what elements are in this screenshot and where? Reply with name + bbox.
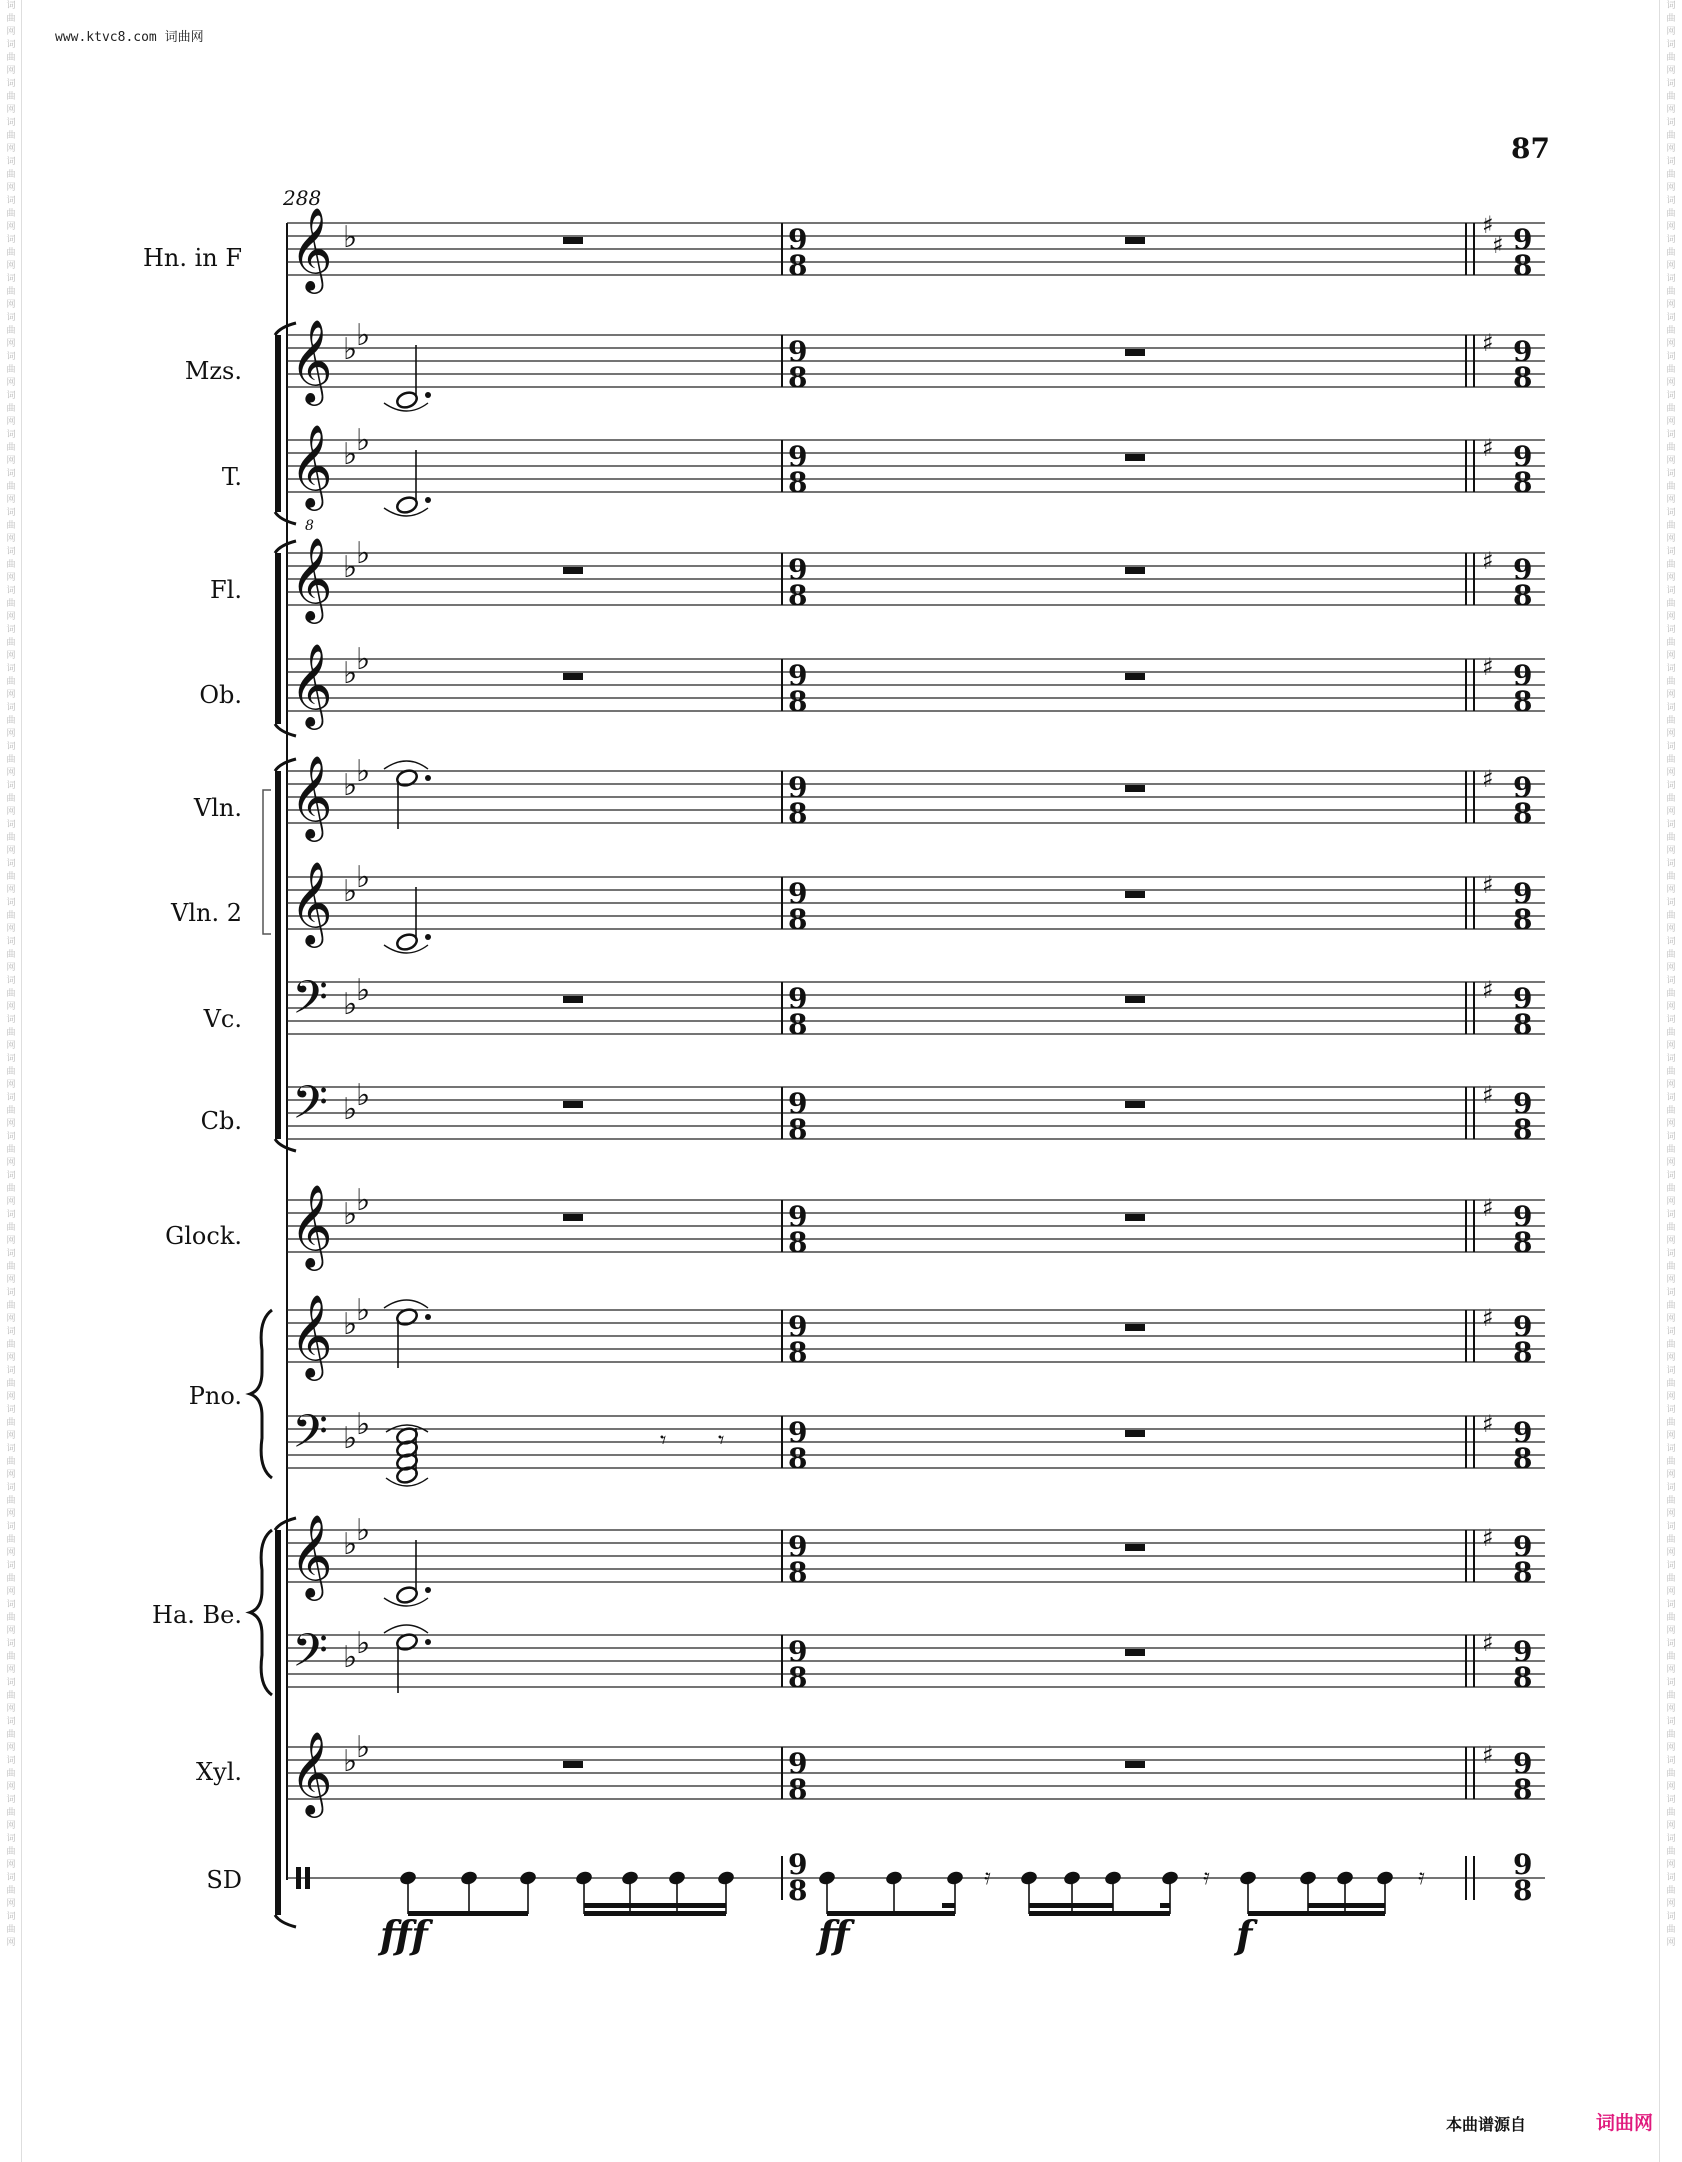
time-sig-bottom: 8: [1513, 1556, 1533, 1589]
treble-clef: 𝄞: [290, 1183, 333, 1267]
key-sharp-sign: ♯: [1482, 1410, 1494, 1438]
time-sig-top: 9: [788, 659, 808, 692]
whole-rest: [1125, 567, 1145, 574]
time-sig-top: 9: [1513, 982, 1533, 1015]
key-flat-sign: ♭: [343, 332, 358, 367]
time-sig-top: 9: [788, 1635, 808, 1668]
time-sig-top: 9: [1513, 659, 1533, 692]
percussion-clef: [305, 1867, 310, 1889]
key-flat-sign: ♭: [343, 1744, 358, 1779]
whole-rest: [1125, 1430, 1145, 1437]
time-sig-bottom: 8: [788, 361, 808, 394]
time-sig-bottom: 8: [788, 1226, 808, 1259]
key-sharp-sign: ♯: [1482, 1524, 1494, 1552]
time-sig-top: 9: [788, 771, 808, 804]
time-sig-top: 9: [1513, 1200, 1533, 1233]
whole-rest: [563, 1214, 583, 1221]
time-sig-bottom: 8: [1513, 1773, 1533, 1806]
side-watermark-left: 词曲网词曲网词曲网词曲网词曲网词曲网词曲网词曲网词曲网词曲网词曲网词曲网词曲网词曲网词曲网词曲网词曲网词曲网词曲网词曲网词曲网词曲网词曲网词曲网词曲网词曲网词曲网词曲网词曲网词曲网词曲网词曲网词曲网词曲网词曲网词曲网词曲网词曲网词曲网词曲网词曲网词曲网词曲网词曲网词曲网词曲网词曲网词曲网词曲网词曲网: [6, 1, 16, 1948]
instrument-label-violin-2: Vln. 2: [171, 899, 242, 927]
time-sig-top: 9: [1513, 335, 1533, 368]
whole-rest: [563, 996, 583, 1003]
time-sig-bottom: 8: [1513, 249, 1533, 282]
time-sig-top: 9: [1513, 1635, 1533, 1668]
key-flat-sign: ♭: [343, 987, 358, 1022]
instrument-label-snare-drum: SD: [206, 1866, 242, 1894]
augmentation-dot: [425, 1587, 431, 1593]
note-beam: [1029, 1903, 1113, 1908]
time-sig-bottom: 8: [1513, 1336, 1533, 1369]
time-sig-bottom: 8: [1513, 1442, 1533, 1475]
time-sig-bottom: 8: [788, 1874, 808, 1907]
instrument-label-violin: Vln.: [193, 794, 242, 822]
key-flat-sign: ♭: [356, 318, 371, 353]
sixteenth-rest: 𝄿: [984, 1865, 991, 1890]
treble-clef: 𝄞: [290, 1730, 333, 1814]
time-sig-bottom: 8: [1513, 361, 1533, 394]
bracket-voices-bottom: [275, 512, 296, 524]
instrument-label-mezzo: Mzs.: [184, 357, 242, 385]
time-sig-top: 9: [1513, 1747, 1533, 1780]
augmentation-dot: [425, 934, 431, 940]
whole-rest: [1125, 1544, 1145, 1551]
time-sig-top: 9: [788, 877, 808, 910]
instrument-label-oboe: Ob.: [199, 681, 242, 709]
piano-brace: [250, 1310, 272, 1478]
whole-rest: [563, 1101, 583, 1108]
time-sig-bottom: 8: [1513, 579, 1533, 612]
bass-clef: 𝄢: [292, 971, 329, 1036]
side-watermark-right: 词曲网词曲网词曲网词曲网词曲网词曲网词曲网词曲网词曲网词曲网词曲网词曲网词曲网词曲网词曲网词曲网词曲网词曲网词曲网词曲网词曲网词曲网词曲网词曲网词曲网词曲网词曲网词曲网词曲网词曲网词曲网词曲网词曲网词曲网词曲网词曲网词曲网词曲网词曲网词曲网词曲网词曲网词曲网词曲网词曲网词曲网词曲网词曲网词曲网词曲网: [1666, 1, 1676, 1948]
octave-marker: 8: [305, 518, 314, 534]
bracket-harp-bells-bottom: [275, 1915, 296, 1927]
time-sig-bottom: 8: [788, 1113, 808, 1146]
note-beam: [584, 1911, 726, 1916]
key-sharp-sign: ♯: [1482, 871, 1494, 899]
time-sig-bottom: 8: [1513, 797, 1533, 830]
time-sig-top: 9: [788, 1087, 808, 1120]
key-flat-sign: ♭: [356, 536, 371, 571]
sixteenth-rest: 𝄿: [1418, 1865, 1425, 1890]
time-sig-bottom: 8: [788, 1556, 808, 1589]
key-flat-sign: ♭: [356, 1513, 371, 1548]
instrument-label-xylophone: Xyl.: [196, 1758, 242, 1786]
key-sharp-sign: ♯: [1482, 765, 1494, 793]
key-flat-sign: ♭: [343, 1307, 358, 1342]
whole-rest: [563, 567, 583, 574]
key-flat-sign: ♭: [343, 1421, 358, 1456]
time-sig-bottom: 8: [1513, 1226, 1533, 1259]
key-flat-sign: ♭: [343, 1197, 358, 1232]
dynamic-marking: fff: [380, 1912, 428, 1957]
key-flat-sign: ♭: [356, 1183, 371, 1218]
page-number: 87: [1511, 132, 1550, 165]
whole-rest: [563, 237, 583, 244]
time-sig-top: 9: [788, 440, 808, 473]
key-sharp-sign: ♯: [1482, 434, 1494, 462]
key-sharp-sign: ♯: [1492, 231, 1504, 259]
eighth-rest: 𝄾: [718, 1426, 725, 1454]
time-sig-top: 9: [1513, 771, 1533, 804]
key-sharp-sign: ♯: [1482, 1629, 1494, 1657]
instrument-label-piano: Pno.: [188, 1382, 242, 1410]
whole-rest: [1125, 237, 1145, 244]
time-sig-bottom: 8: [788, 249, 808, 282]
tie: [384, 761, 428, 769]
time-sig-top: 9: [788, 1747, 808, 1780]
key-flat-sign: ♭: [356, 1293, 371, 1328]
instrument-label-glockenspiel: Glock.: [165, 1222, 242, 1250]
key-flat-sign: ♭: [356, 1078, 371, 1113]
harp-brace: [250, 1530, 272, 1695]
time-sig-bottom: 8: [1513, 1008, 1533, 1041]
key-flat-sign: ♭: [356, 973, 371, 1008]
treble-clef: 𝄞: [290, 1293, 333, 1377]
footer-source-text: 本曲谱源自: [1446, 2115, 1527, 2134]
time-sig-bottom: 8: [1513, 1113, 1533, 1146]
bass-clef: 𝄢: [292, 1624, 329, 1689]
time-sig-top: 9: [788, 1848, 808, 1881]
key-flat-sign: ♭: [343, 1092, 358, 1127]
time-sig-bottom: 8: [788, 903, 808, 936]
treble-clef: 𝄞: [290, 318, 333, 402]
time-sig-top: 9: [788, 1200, 808, 1233]
instrument-label-tenor: T.: [221, 463, 242, 491]
note-beam: [1029, 1911, 1170, 1916]
time-sig-bottom: 8: [1513, 1661, 1533, 1694]
note-beam: [1160, 1903, 1170, 1908]
instrument-label-horn: Hn. in F: [142, 244, 242, 272]
key-flat-sign: ♭: [343, 874, 358, 909]
sixteenth-rest: 𝄿: [1203, 1865, 1210, 1890]
whole-rest: [563, 673, 583, 680]
site-name[interactable]: 词曲网: [164, 30, 204, 45]
key-flat-sign: ♭: [343, 220, 358, 255]
time-sig-top: 9: [1513, 1416, 1533, 1449]
time-sig-top: 9: [788, 982, 808, 1015]
treble-clef: 𝄞: [290, 642, 333, 726]
whole-rest: [1125, 454, 1145, 461]
time-sig-bottom: 8: [788, 1661, 808, 1694]
time-sig-top: 9: [788, 553, 808, 586]
time-sig-top: 9: [1513, 1310, 1533, 1343]
key-flat-sign: ♭: [356, 642, 371, 677]
tie: [384, 1300, 428, 1308]
key-flat-sign: ♭: [356, 1626, 371, 1661]
time-sig-top: 9: [788, 223, 808, 256]
whole-rest: [1125, 1649, 1145, 1656]
key-flat-sign: ♭: [343, 656, 358, 691]
violin-sub-bracket: [263, 790, 271, 934]
time-sig-top: 9: [1513, 553, 1533, 586]
site-url[interactable]: www.ktvc8.com: [55, 30, 157, 45]
note-beam: [1308, 1903, 1385, 1908]
key-sharp-sign: ♯: [1482, 1194, 1494, 1222]
key-flat-sign: ♭: [356, 860, 371, 895]
time-sig-top: 9: [1513, 1848, 1533, 1881]
time-sig-bottom: 8: [1513, 685, 1533, 718]
time-sig-bottom: 8: [788, 685, 808, 718]
key-flat-sign: ♭: [356, 1730, 371, 1765]
time-sig-top: 9: [1513, 1087, 1533, 1120]
treble-clef: 𝄞: [290, 754, 333, 838]
key-sharp-sign: ♯: [1482, 653, 1494, 681]
tie: [384, 1625, 428, 1633]
augmentation-dot: [425, 775, 431, 781]
time-sig-bottom: 8: [788, 1442, 808, 1475]
treble-clef: 𝄞: [290, 860, 333, 944]
time-sig-bottom: 8: [1513, 903, 1533, 936]
key-flat-sign: ♭: [356, 754, 371, 789]
key-sharp-sign: ♯: [1482, 1304, 1494, 1332]
dynamic-marking: ff: [818, 1912, 850, 1957]
augmentation-dot: [425, 497, 431, 503]
time-sig-top: 9: [1513, 877, 1533, 910]
time-sig-top: 9: [788, 1416, 808, 1449]
key-flat-sign: ♭: [343, 1527, 358, 1562]
bass-clef: 𝄢: [292, 1076, 329, 1141]
time-sig-top: 9: [788, 1310, 808, 1343]
time-sig-bottom: 8: [788, 466, 808, 499]
whole-rest: [1125, 673, 1145, 680]
instrument-label-flute: Fl.: [210, 576, 242, 604]
time-sig-bottom: 8: [788, 1773, 808, 1806]
time-sig-top: 9: [1513, 223, 1533, 256]
key-flat-sign: ♭: [343, 550, 358, 585]
whole-rest: [1125, 1761, 1145, 1768]
time-sig-top: 9: [788, 335, 808, 368]
whole-rest: [1125, 1214, 1145, 1221]
augmentation-dot: [425, 1314, 431, 1320]
instrument-label-harp-bells: Ha. Be.: [152, 1601, 242, 1629]
key-flat-sign: ♭: [343, 768, 358, 803]
key-flat-sign: ♭: [343, 1640, 358, 1675]
note-beam: [1248, 1911, 1385, 1916]
bass-clef: 𝄢: [292, 1405, 329, 1470]
whole-rest: [563, 1761, 583, 1768]
augmentation-dot: [425, 1639, 431, 1645]
key-flat-sign: ♭: [356, 423, 371, 458]
note-beam: [584, 1903, 726, 1908]
eighth-rest: 𝄾: [660, 1426, 667, 1454]
key-flat-sign: ♭: [343, 437, 358, 472]
key-sharp-sign: ♯: [1482, 1741, 1494, 1769]
percussion-clef: [296, 1867, 301, 1889]
time-sig-top: 9: [788, 1530, 808, 1563]
time-sig-bottom: 8: [1513, 1874, 1533, 1907]
key-sharp-sign: ♯: [1482, 1081, 1494, 1109]
key-flat-sign: ♭: [356, 1407, 371, 1442]
time-sig-bottom: 8: [788, 1336, 808, 1369]
key-sharp-sign: ♯: [1482, 547, 1494, 575]
time-sig-bottom: 8: [788, 579, 808, 612]
key-sharp-sign: ♯: [1482, 976, 1494, 1004]
note-beam: [942, 1903, 955, 1908]
whole-rest: [1125, 891, 1145, 898]
whole-rest: [1125, 1324, 1145, 1331]
treble-clef: 𝄞: [290, 423, 333, 507]
time-sig-bottom: 8: [788, 1008, 808, 1041]
instrument-label-cello: Vc.: [203, 1005, 242, 1033]
whole-rest: [1125, 1101, 1145, 1108]
measure-number: 288: [283, 186, 322, 210]
instrument-label-contrabass: Cb.: [200, 1107, 242, 1135]
whole-rest: [1125, 996, 1145, 1003]
time-sig-bottom: 8: [788, 797, 808, 830]
dynamic-marking: f: [1236, 1912, 1253, 1957]
augmentation-dot: [425, 392, 431, 398]
time-sig-bottom: 8: [1513, 466, 1533, 499]
treble-clef: 𝄞: [290, 206, 333, 290]
treble-clef: 𝄞: [290, 1513, 333, 1597]
treble-clef: 𝄞: [290, 536, 333, 620]
footer-brand-link[interactable]: 词曲网: [1596, 2112, 1654, 2134]
time-sig-top: 9: [1513, 440, 1533, 473]
whole-rest: [1125, 349, 1145, 356]
whole-rest: [1125, 785, 1145, 792]
time-sig-top: 9: [1513, 1530, 1533, 1563]
key-sharp-sign: ♯: [1482, 329, 1494, 357]
key-sharp-sign: ♯: [1482, 211, 1494, 239]
